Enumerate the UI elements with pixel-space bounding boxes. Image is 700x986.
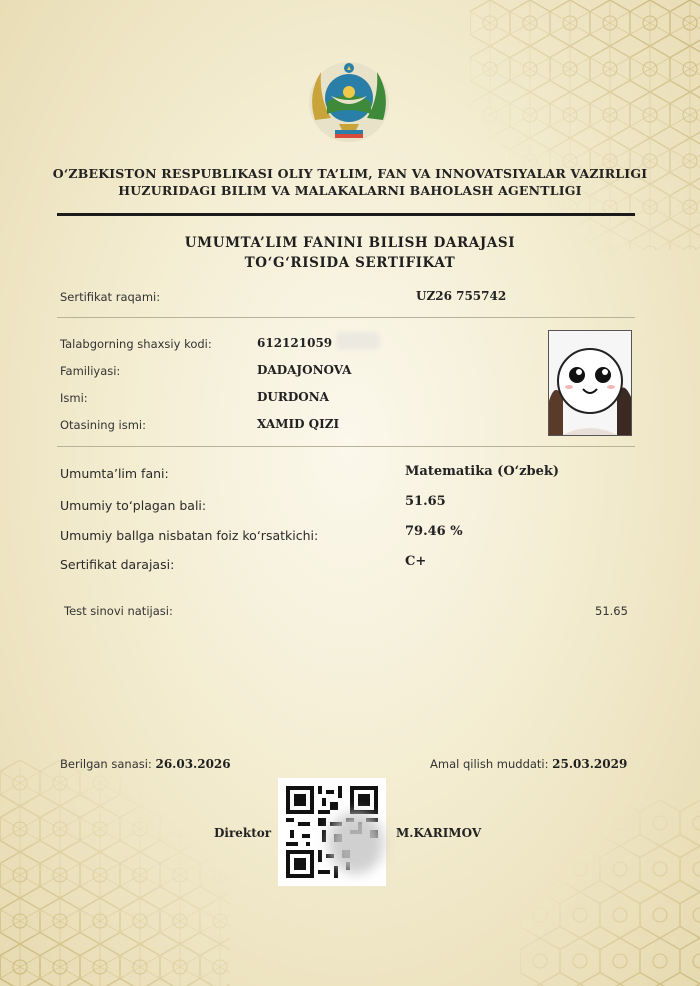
director-name: M.KARIMOV bbox=[396, 826, 482, 840]
percent-label: Umumiy ballga nisbatan foiz ko‘rsatkichi: bbox=[60, 528, 319, 543]
test-result-value: 51.65 bbox=[595, 604, 628, 618]
patronymic-value: XAMID QIZI bbox=[257, 417, 340, 431]
director-label: Direktor bbox=[214, 826, 272, 840]
subject-label: Umumta’lim fani: bbox=[60, 466, 169, 481]
level-value: C+ bbox=[405, 554, 427, 569]
title-line-2: TO‘G‘RISIDA SERTIFIKAT bbox=[244, 255, 456, 271]
avatar-face-icon bbox=[549, 331, 631, 435]
valid-until-label: Amal qilish muddati: bbox=[430, 757, 549, 771]
org-line-2: HUZURIDAGI BILIM VA MALAKALARNI BAHOLASH AGENTLIGI bbox=[118, 183, 582, 198]
title-line-1: UMUMTA’LIM FANINI BILISH DARAJASI bbox=[184, 235, 516, 251]
level-label: Sertifikat darajasi: bbox=[60, 557, 175, 572]
org-line-1: O‘ZBEKISTON RESPUBLIKASI OLIY TA’LIM, FAN VA INNOVATSIYALAR VAZIRLIGI bbox=[52, 166, 648, 181]
certificate-number-label: Sertifikat raqami: bbox=[60, 290, 161, 304]
name-label: Ismi: bbox=[60, 391, 88, 405]
section-divider-2 bbox=[57, 446, 635, 447]
percent-value: 79.46 % bbox=[405, 524, 463, 539]
patronymic-label: Otasining ismi: bbox=[60, 418, 146, 432]
score-label: Umumiy to‘plagan bali: bbox=[60, 498, 207, 513]
header-divider bbox=[57, 213, 635, 216]
surname-value: DADAJONOVA bbox=[257, 363, 352, 377]
valid-until-value: 25.03.2029 bbox=[552, 757, 628, 771]
avatar bbox=[548, 330, 632, 436]
score-value: 51.65 bbox=[405, 494, 446, 509]
valid-until bbox=[430, 757, 627, 771]
state-emblem-icon bbox=[301, 58, 397, 144]
subject-value: Matematika (O‘zbek) bbox=[405, 464, 560, 479]
section-divider-1 bbox=[57, 317, 635, 318]
surname-label: Familiyasi: bbox=[60, 364, 121, 378]
bottom-left-pattern bbox=[0, 760, 230, 986]
name-value: DURDONA bbox=[257, 390, 329, 404]
issued-date-value: 26.03.2026 bbox=[155, 757, 231, 771]
personal-id-value: 612121059 bbox=[257, 336, 333, 350]
bottom-right-pattern bbox=[520, 800, 700, 986]
personal-id-label: Talabgorning shaxsiy kodi: bbox=[60, 337, 212, 351]
redacted-id-blur bbox=[336, 332, 380, 350]
test-result-label: Test sinovi natijasi: bbox=[64, 604, 173, 618]
certificate-number-value: UZ26 755742 bbox=[416, 289, 507, 303]
issued-date-label: Berilgan sanasi: bbox=[60, 757, 152, 771]
redacted-signature-blur bbox=[328, 812, 384, 874]
issued-date bbox=[60, 757, 231, 771]
